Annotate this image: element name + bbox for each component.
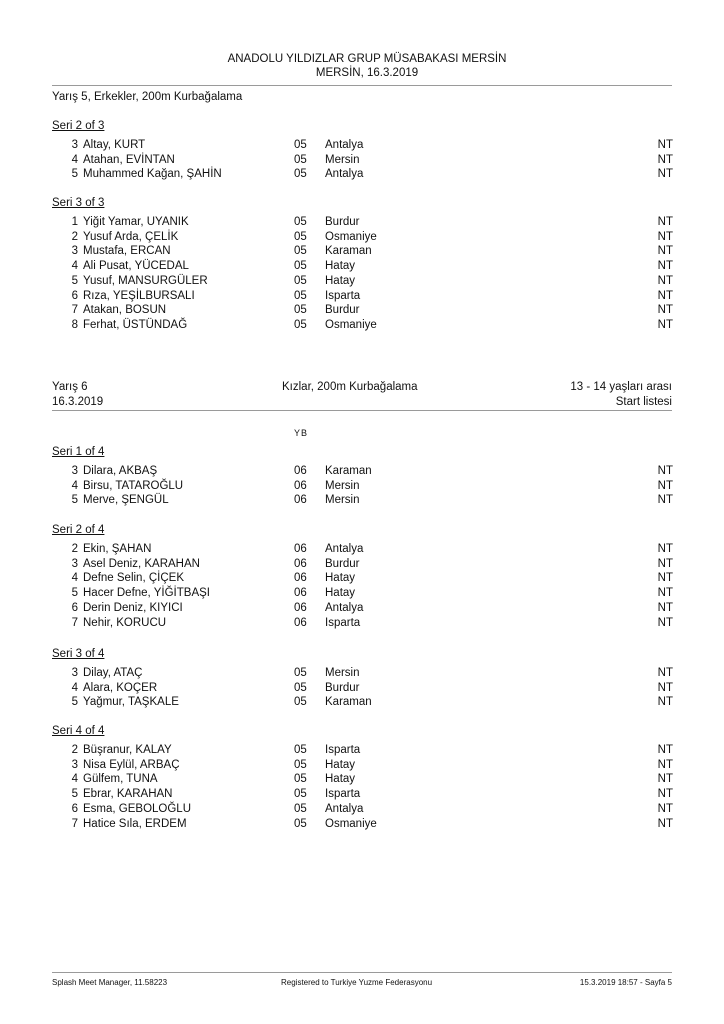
club-name: Burdur [325, 304, 360, 317]
entry-row [52, 787, 673, 802]
birth-year: 05 [294, 216, 307, 228]
swimmer-name: Dilay, ATAÇ [83, 667, 143, 679]
entry-time: NT [657, 260, 673, 273]
event-number: Yarış 6 [52, 381, 88, 393]
entry-row [52, 695, 673, 710]
birth-year: 05 [294, 168, 307, 181]
entry-row [52, 244, 673, 259]
birth-year: 06 [294, 601, 307, 614]
swimmer-name: Gülfem, TUNA [83, 773, 158, 786]
swimmer-name: Nehir, KORUCU [83, 616, 167, 629]
lane-number: 5 [71, 274, 78, 287]
club-name: Osmaniye [325, 817, 377, 830]
club-name: Mersin [325, 153, 360, 166]
club-name: Hatay [325, 758, 356, 771]
lane-number: 4 [71, 153, 78, 166]
entry-row [52, 601, 673, 616]
club-name: Hatay [325, 587, 356, 600]
entry-time: NT [657, 744, 673, 756]
swimmer-name: Birsu, TATAROĞLU [83, 479, 184, 492]
lane-number: 4 [71, 773, 78, 786]
footer-registration: Registered to Turkiye Yuzme Federasyonu [281, 978, 433, 987]
swimmer-name: Atakan, BOSUN [83, 304, 167, 317]
entry-row [52, 817, 673, 832]
swimmer-name: Yiğit Yamar, UYANIK [83, 216, 189, 228]
entry-row [52, 681, 673, 696]
event-title: Yarış 5, Erkekler, 200m Kurbağalama [52, 91, 243, 103]
lane-number: 3 [71, 667, 78, 679]
entry-time: NT [657, 245, 673, 258]
lane-number: 3 [71, 139, 78, 151]
club-name: Mersin [325, 667, 360, 679]
entry-time: NT [657, 802, 673, 815]
club-name: Burdur [325, 216, 360, 228]
club-name: Mersin [325, 479, 360, 492]
club-name: Isparta [325, 788, 361, 801]
lane-number: 6 [71, 802, 78, 815]
event-subtitle: Kızlar, 200m Kurbağalama [282, 381, 418, 393]
entry-row [52, 289, 673, 304]
lane-number: 5 [71, 168, 78, 181]
entry-row [52, 215, 673, 230]
swimmer-name: Hatice Sıla, ERDEM [83, 817, 187, 830]
lane-number: 5 [71, 587, 78, 600]
birth-year: 05 [294, 773, 307, 786]
lane-number: 3 [71, 245, 78, 258]
heat-label: Seri 2 of 3 [52, 120, 105, 132]
swimmer-name: Muhammed Kağan, ŞAHİN [83, 168, 222, 181]
footer-software: Splash Meet Manager, 11.58223 [52, 978, 168, 987]
club-name: Isparta [325, 616, 361, 629]
swimmer-name: Esma, GEBOLOĞLU [83, 802, 192, 815]
swimmer-name: Merve, ŞENGÜL [83, 494, 169, 507]
club-name: Burdur [325, 681, 360, 694]
lane-number: 6 [71, 289, 78, 302]
club-name: Hatay [325, 773, 356, 786]
footer-print-info: 15.3.2019 18:57 - Sayfa 5 [579, 978, 672, 987]
birth-year: 06 [294, 572, 307, 585]
birth-year: 06 [294, 587, 307, 600]
entry-time: NT [657, 168, 673, 181]
swimmer-name: Ekin, ŞAHAN [83, 543, 152, 555]
entry-row [52, 479, 673, 494]
entry-time: NT [657, 758, 673, 771]
entry-time: NT [657, 601, 673, 614]
event-divider [52, 410, 672, 411]
entry-row [52, 230, 673, 245]
entry-row [52, 259, 673, 274]
entry-time: NT [657, 274, 673, 287]
club-name: Isparta [325, 289, 361, 302]
club-name: Osmaniye [325, 318, 377, 331]
birth-year: 05 [294, 667, 307, 679]
club-name: Burdur [325, 557, 360, 570]
birth-year: 05 [294, 318, 307, 331]
lane-number: 2 [71, 543, 78, 555]
entry-row [52, 802, 673, 817]
club-name: Karaman [325, 465, 372, 477]
swimmer-name: Yusuf, MANSURGÜLER [83, 274, 208, 287]
lane-number: 7 [71, 817, 78, 830]
entry-time: NT [657, 587, 673, 600]
entry-row [52, 542, 673, 557]
entry-row [52, 743, 673, 758]
lane-number: 6 [71, 601, 78, 614]
event-date: 16.3.2019 [52, 396, 104, 408]
club-name: Isparta [325, 744, 361, 756]
birth-year: 05 [294, 744, 307, 756]
lane-number: 4 [71, 572, 78, 585]
birth-year: 05 [294, 153, 307, 166]
club-name: Karaman [325, 245, 372, 258]
list-type: Start listesi [615, 396, 672, 408]
swimmer-name: Dilara, AKBAŞ [83, 465, 158, 477]
swimmer-name: Mustafa, ERCAN [83, 245, 171, 258]
entry-row [52, 666, 673, 681]
birth-year: 05 [294, 788, 307, 801]
footer-divider [52, 972, 672, 973]
entry-time: NT [657, 318, 673, 331]
entry-row [52, 167, 673, 182]
entry-row [52, 493, 673, 508]
heat-label: Seri 1 of 4 [52, 446, 105, 458]
entry-time: NT [657, 817, 673, 830]
lane-number: 2 [71, 230, 78, 243]
meet-location-date: MERSİN, 16.3.2019 [315, 67, 419, 79]
entry-time: NT [657, 494, 673, 507]
lane-number: 7 [71, 304, 78, 317]
entry-time: NT [657, 557, 673, 570]
entry-row [52, 571, 673, 586]
heat-label: Seri 3 of 3 [52, 197, 105, 209]
entry-time: NT [657, 216, 673, 228]
birth-year: 06 [294, 543, 307, 555]
birth-year: 05 [294, 260, 307, 273]
club-name: Hatay [325, 260, 356, 273]
club-name: Mersin [325, 494, 360, 507]
birth-year: 05 [294, 245, 307, 258]
entry-time: NT [657, 230, 673, 243]
lane-number: 4 [71, 260, 78, 273]
entry-time: NT [657, 543, 673, 555]
birth-year: 06 [294, 494, 307, 507]
swimmer-name: Ferhat, ÜSTÜNDAĞ [83, 318, 188, 331]
birth-year: 06 [294, 557, 307, 570]
lane-number: 3 [71, 758, 78, 771]
club-name: Karaman [325, 696, 372, 709]
entry-row [52, 274, 673, 289]
entry-row [52, 758, 673, 773]
swimmer-name: Ali Pusat, YÜCEDAL [83, 260, 189, 273]
entry-row [52, 464, 673, 479]
club-name: Antalya [325, 601, 364, 614]
swimmer-name: Alara, KOÇER [83, 681, 158, 694]
birth-year: 05 [294, 817, 307, 830]
entry-time: NT [657, 153, 673, 166]
birth-year: 05 [294, 758, 307, 771]
swimmer-name: Yağmur, TAŞKALE [83, 696, 179, 709]
swimmer-name: Defne Selin, ÇİÇEK [83, 572, 184, 585]
club-name: Antalya [325, 168, 364, 181]
swimmer-name: Altay, KURT [83, 139, 146, 151]
entry-time: NT [657, 667, 673, 679]
heat-label: Seri 4 of 4 [52, 725, 105, 737]
entry-row [52, 616, 673, 631]
heat-label: Seri 2 of 4 [52, 524, 105, 536]
entry-time: NT [657, 289, 673, 302]
birth-year: 06 [294, 479, 307, 492]
birth-year: 05 [294, 289, 307, 302]
swimmer-name: Atahan, EVİNTAN [83, 153, 175, 166]
lane-number: 2 [71, 744, 78, 756]
birth-year: 05 [294, 696, 307, 709]
entry-time: NT [657, 681, 673, 694]
lane-number: 5 [71, 696, 78, 709]
entry-row [52, 772, 673, 787]
lane-number: 5 [71, 788, 78, 801]
birth-year: 05 [294, 139, 307, 151]
lane-number: 4 [71, 681, 78, 694]
birth-year: 05 [294, 304, 307, 317]
birth-year: 05 [294, 681, 307, 694]
entry-time: NT [657, 572, 673, 585]
entry-time: NT [657, 479, 673, 492]
club-name: Antalya [325, 802, 364, 815]
swimmer-name: Derin Deniz, KIYICI [83, 601, 183, 614]
entry-time: NT [657, 139, 673, 151]
entry-time: NT [657, 616, 673, 629]
entry-row [52, 303, 673, 318]
birth-year: 06 [294, 616, 307, 629]
entry-time: NT [657, 696, 673, 709]
entry-time: NT [657, 465, 673, 477]
entry-time: NT [657, 304, 673, 317]
entry-row [52, 318, 673, 333]
swimmer-name: Büşranur, KALAY [83, 744, 172, 756]
swimmer-name: Yusuf Arda, ÇELİK [83, 230, 179, 243]
swimmer-name: Ebrar, KARAHAN [83, 788, 173, 801]
lane-number: 3 [71, 557, 78, 570]
lane-number: 3 [71, 465, 78, 477]
club-name: Antalya [325, 543, 364, 555]
entry-time: NT [657, 788, 673, 801]
yb-column-header: YB [294, 428, 309, 438]
entry-row [52, 138, 673, 153]
lane-number: 5 [71, 494, 78, 507]
swimmer-name: Rıza, YEŞİLBURSALI [83, 289, 195, 302]
lane-number: 4 [71, 479, 78, 492]
heat-label: Seri 3 of 4 [52, 648, 105, 660]
meet-title: ANADOLU YILDIZLAR GRUP MÜSABAKASI MERSİN [227, 53, 507, 65]
swimmer-name: Nisa Eylül, ARBAÇ [83, 758, 180, 771]
entry-row [52, 557, 673, 572]
birth-year: 05 [294, 802, 307, 815]
entry-row [52, 153, 673, 168]
birth-year: 05 [294, 274, 307, 287]
birth-year: 06 [294, 465, 307, 477]
entry-row [52, 586, 673, 601]
lane-number: 1 [71, 216, 78, 228]
age-group: 13 - 14 yaşları arası [570, 381, 672, 393]
club-name: Hatay [325, 572, 356, 585]
header-divider [52, 85, 672, 86]
club-name: Hatay [325, 274, 356, 287]
club-name: Osmaniye [325, 230, 377, 243]
entry-time: NT [657, 773, 673, 786]
club-name: Antalya [325, 139, 364, 151]
swimmer-name: Asel Deniz, KARAHAN [83, 557, 200, 570]
swimmer-name: Hacer Defne, YİĞİTBAŞI [83, 587, 210, 600]
lane-number: 7 [71, 616, 78, 629]
lane-number: 8 [71, 318, 78, 331]
birth-year: 05 [294, 230, 307, 243]
